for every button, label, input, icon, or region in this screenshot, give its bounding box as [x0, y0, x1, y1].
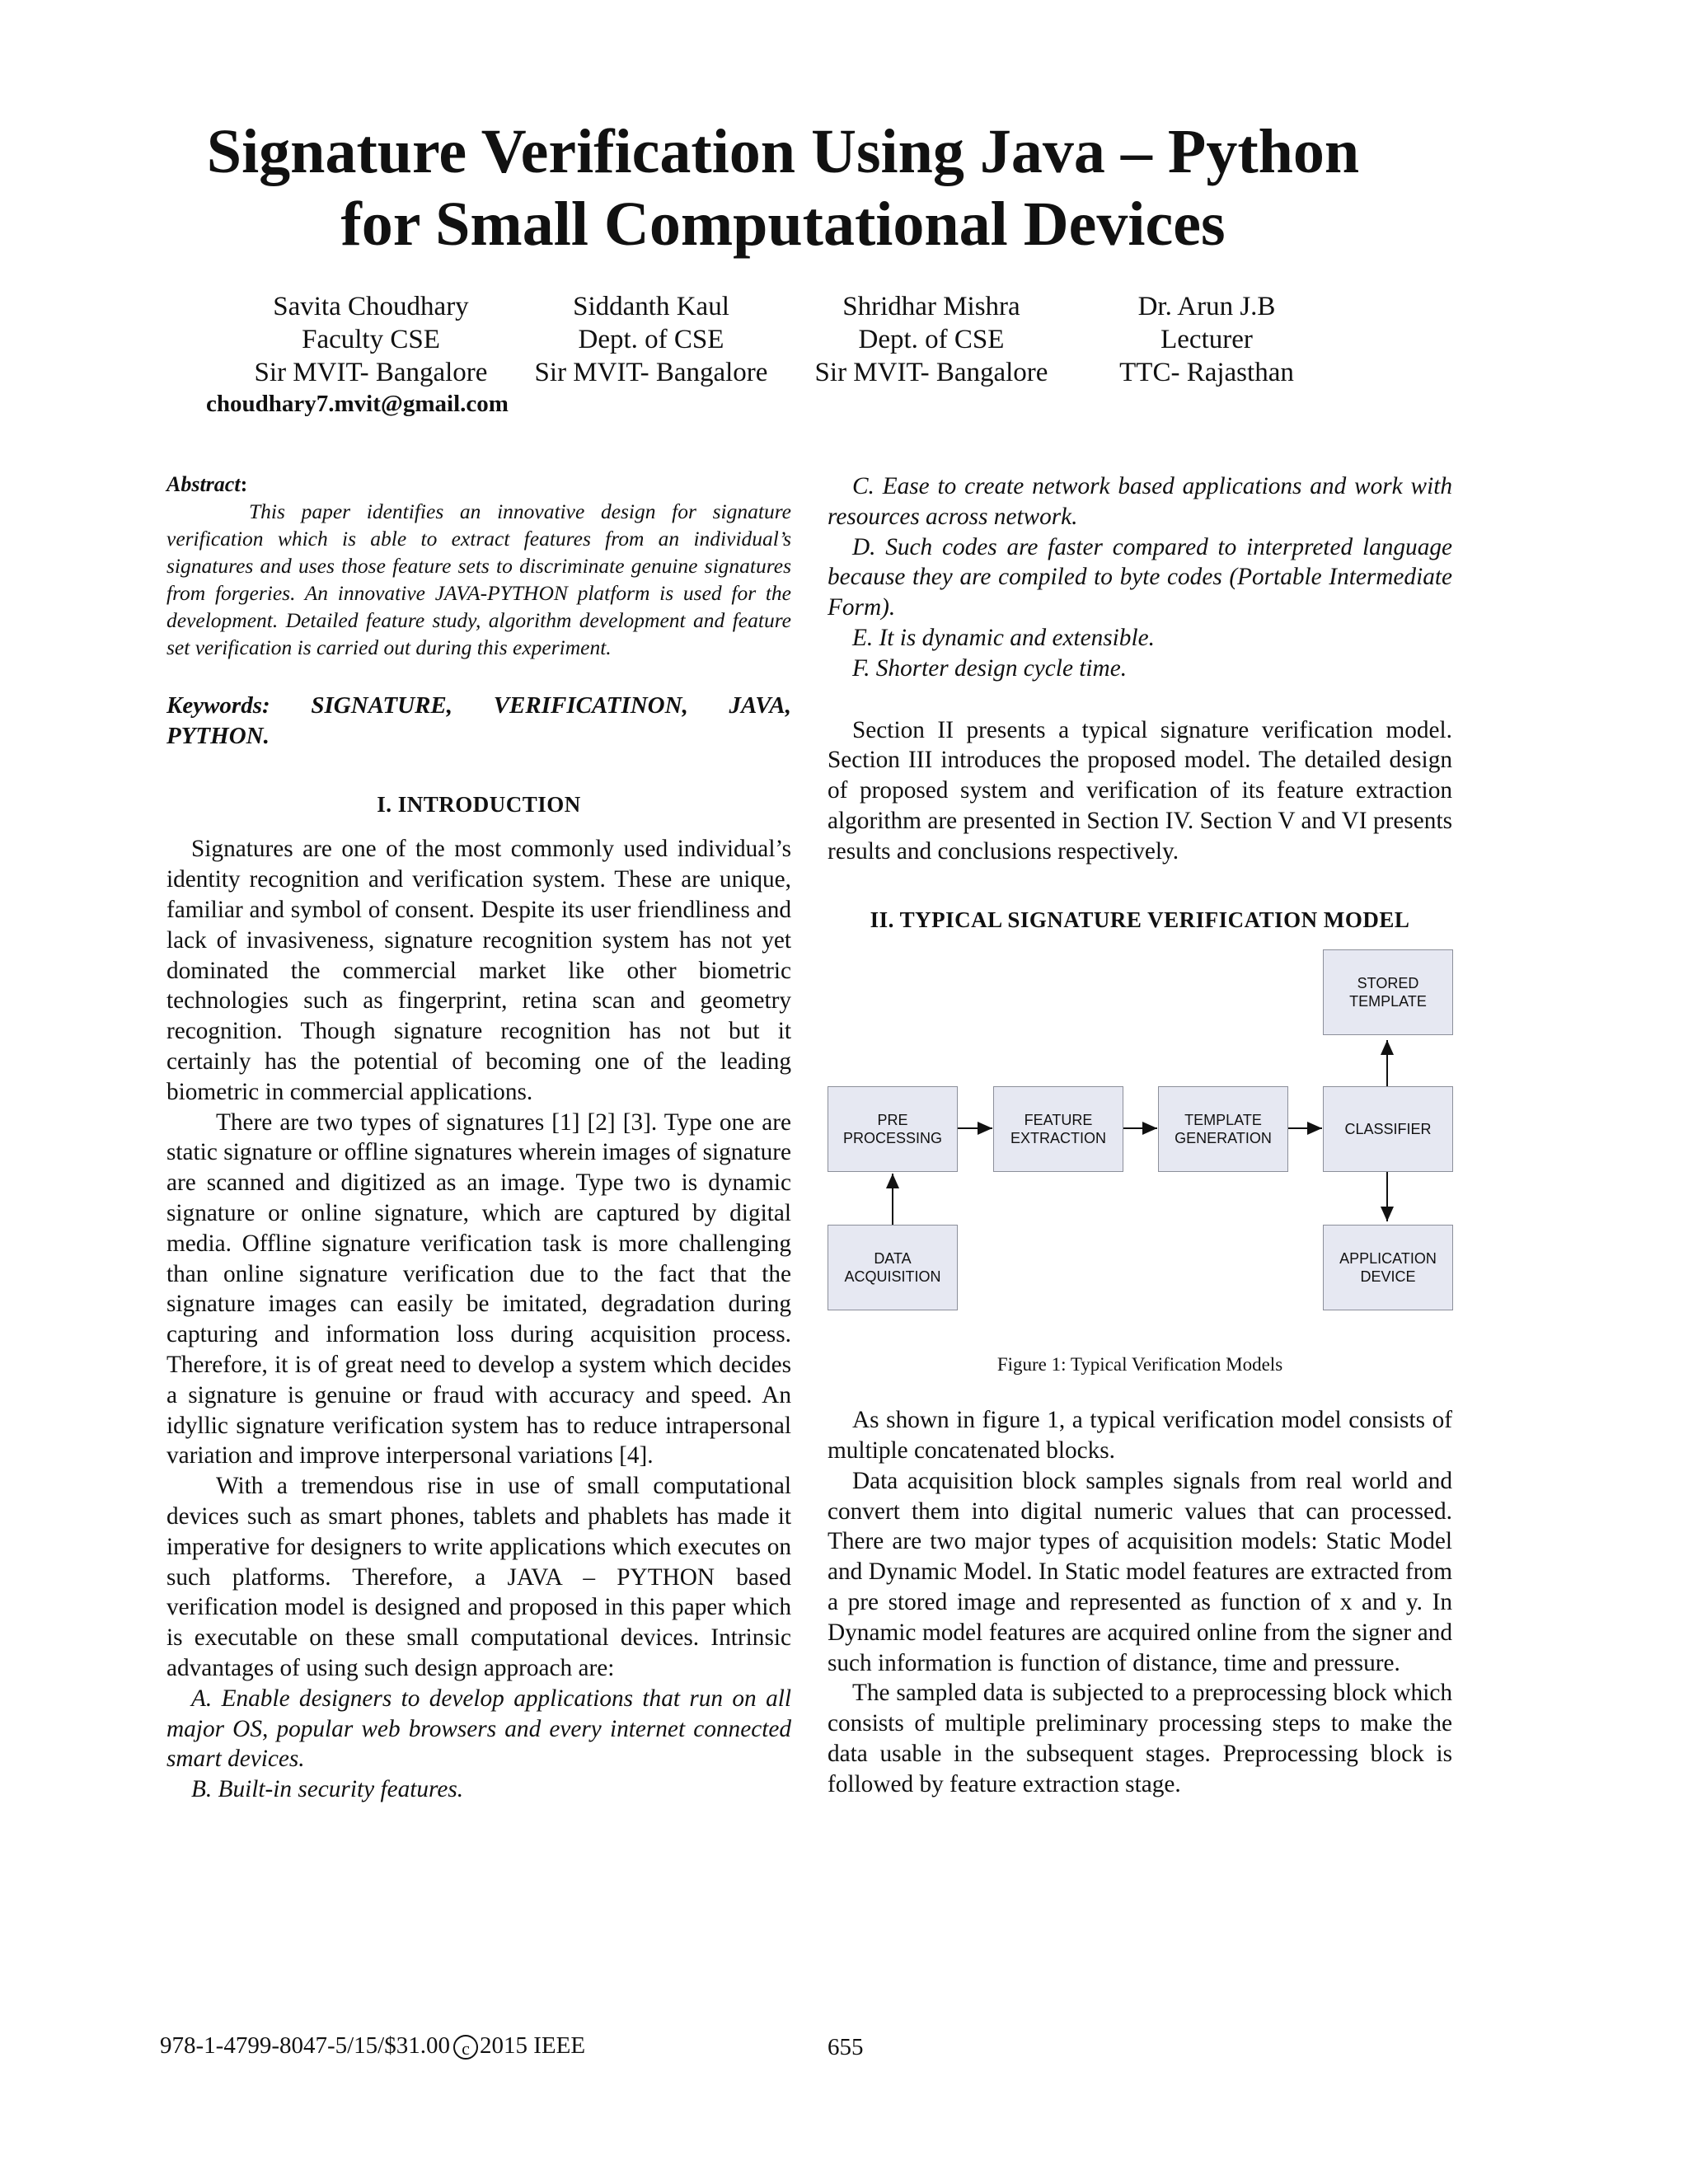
- author-block-4: [1034, 290, 1380, 389]
- feature-extraction-block: FEATURE EXTRACTION: [993, 1086, 1123, 1172]
- author-name: Siddanth Kaul: [573, 292, 729, 321]
- right-column: [828, 471, 1452, 1800]
- author-dept: Dept. of CSE: [858, 325, 1005, 354]
- intro-paragraph-2: There are two types of signatures [1] [2] [3]. Type one are static signature or offline signatures wherein images of signature are scanned and digitized as an image. Type two is dynamic signature or online signature, which are captured by digital media. Offline signature verification task is more challenging than online signature verification due to the fact that the signature images can easily be imitated, degradation during capturing and information loss during acquisition process. Therefore, it is of great need to develop a system which decides a signature is genuine or fraud with accuracy and speed. An idyllic signature verification system has to reduce intrapersonal variation and improve interpersonal variations [4].: [166, 1108, 791, 1469]
- page-number: 655: [828, 2034, 864, 2060]
- intro-paragraph-1: Signatures are one of the most commonly used individual’s identity recognition and verification system. These are unique, familiar and symbol of consent. Despite its user friendliness and lack of invasiveness, signature recognition system has not yet dominated the commercial market like other biometric technologies such as fingerprint, retina scan and geometry recognition. Though signature recognition has not but it certainly has the potential of becoming one of the leading biometric in commercial applications.: [166, 836, 791, 1105]
- abstract-heading: [166, 471, 791, 498]
- model-paragraph-1: As shown in figure 1, a typical verification model consists of multiple concatenated blocks.: [828, 1407, 1452, 1464]
- title-line-1: Signature Verification Using Java – Python: [206, 117, 1360, 186]
- abstract-label: Abstract: [166, 472, 241, 496]
- abstract-colon: :: [240, 472, 248, 496]
- author-org: TTC- Rajasthan: [1119, 358, 1294, 387]
- section-heading-introduction: I. INTRODUCTION: [377, 791, 581, 817]
- data-acquisition-block: DATA ACQUISITION: [828, 1225, 958, 1310]
- model-paragraph-2: Data acquisition block samples signals from real world and convert them into digital numeric values that can processed. There are two major types of acquisition models: Static Model and Dynamic Model. In Static model features are extracted from a pre stored image and represented as function of x and y. In Dynamic model features are acquired online from the signer and such information is function of distance, time and pressure.: [828, 1467, 1452, 1676]
- copyright-icon: c: [453, 2035, 478, 2060]
- verification-model-diagram: [828, 949, 1462, 1337]
- left-column: [166, 471, 791, 1805]
- author-org: Sir MVIT- Bangalore: [534, 358, 768, 387]
- author-name: Savita Choudhary: [273, 292, 469, 321]
- title-line-2: for Small Computational Devices: [340, 190, 1226, 259]
- advantage-c: C. Ease to create network based applications and work with resources across network.: [828, 473, 1452, 530]
- footer-copyright: [160, 2032, 585, 2060]
- author-name: Shridhar Mishra: [842, 292, 1020, 321]
- advantage-d: D. Such codes are faster compared to interpreted language because they are compiled to byte codes (Portable Intermediate Form).: [828, 533, 1452, 621]
- author-org: Sir MVIT- Bangalore: [814, 358, 1048, 387]
- figure-caption: Figure 1: Typical Verification Models: [996, 1354, 1283, 1376]
- advantage-a: A. Enable designers to develop applications that run on all major OS, popular web browsers and every internet connected smart devices.: [166, 1685, 791, 1773]
- template-generation-block: TEMPLATE GENERATION: [1158, 1086, 1288, 1172]
- author-dept: Dept. of CSE: [578, 325, 724, 354]
- paper-title: [0, 115, 1566, 260]
- author-dept: Lecturer: [1160, 325, 1253, 354]
- advantage-f: F. Shorter design cycle time.: [852, 654, 1128, 682]
- stored-template-block: STORED TEMPLATE: [1323, 949, 1453, 1035]
- advantage-e: E. It is dynamic and extensible.: [852, 624, 1155, 651]
- application-device-block: APPLICATION DEVICE: [1323, 1225, 1453, 1310]
- footer-isbn: 978-1-4799-8047-5/15/$31.00: [160, 2032, 450, 2059]
- author-name: Dr. Arun J.B: [1137, 292, 1276, 321]
- pre-processing-block: PRE PROCESSING: [828, 1086, 958, 1172]
- section-heading-model: II. TYPICAL SIGNATURE VERIFICATION MODEL: [870, 907, 1410, 932]
- intro-paragraph-3: With a tremendous rise in use of small computational devices such as smart phones, tablets and phablets has made it imperative for designers to write applications which executes on such platforms. Therefore, a JAVA – PYTHON based verification model is designed and proposed in this paper which is executable on these small computational devices. Intrinsic advantages of using such design approach are:: [166, 1473, 791, 1681]
- author-dept: Faculty CSE: [302, 325, 440, 354]
- footer-year: 2015 IEEE: [480, 2032, 586, 2059]
- model-paragraph-3: The sampled data is subjected to a preprocessing block which consists of multiple preliminary processing steps to make the data usable in the subsequent stages. Preprocessing block is followed by feature extraction stage.: [828, 1680, 1452, 1797]
- author-org: Sir MVIT- Bangalore: [254, 358, 488, 387]
- abstract-text: This paper identifies an innovative design for signature verification which is able to extract features from an individual’s signatures and uses those feature sets to discriminate genuine signatures from forgeries. An innovative JAVA-PYTHON platform is used for the development. Detailed feature study, algorithm development and feature set verification is carried out during this experiment.: [166, 499, 791, 659]
- author-email: choudhary7.mvit@gmail.com: [206, 391, 509, 417]
- keywords: Keywords: SIGNATURE, VERIFICATINON, JAVA, PYTHON.: [166, 692, 791, 749]
- classifier-block: CLASSIFIER: [1323, 1086, 1453, 1172]
- sections-overview: Section II presents a typical signature verification model. Section III introduces the proposed model. The detailed design of proposed system and verification of its feature extraction algorithm are presented in Section IV. Section V and VI presents results and conclusions respectively.: [828, 716, 1452, 865]
- advantage-b: B. Built-in security features.: [191, 1776, 464, 1803]
